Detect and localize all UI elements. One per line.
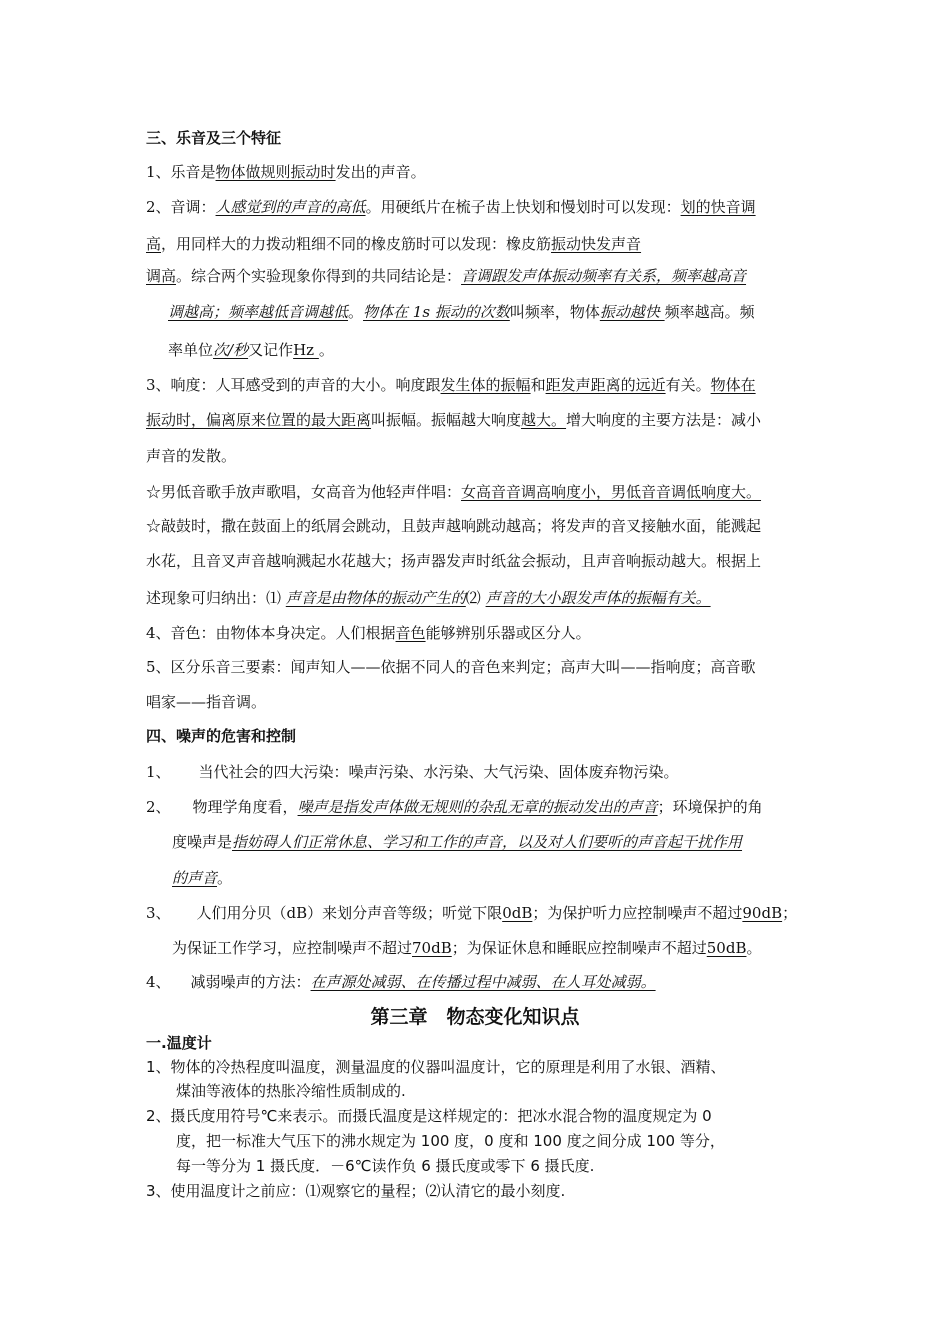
paragraph-5-line-1: ☆敲鼓时，撒在鼓面上的纸屑会跳动，且鼓声越响跳动越高；将发声的音叉接触水面，能溅起 [146,517,762,535]
text: 4、音色：由物体本身决定。人们根据 [146,624,396,642]
answer-underline: 90dB [742,904,783,922]
text: 1、乐音是 [146,163,216,181]
thermo-item-3: 3、使用温度计之前应：⑴观察它的量程；⑵认清它的最小刻度. [146,1182,566,1200]
paragraph-5-line-3 [146,588,711,608]
answer-underline: 高 [146,235,162,253]
text: 叫振幅。振幅越大响度 [371,411,522,429]
subsection-heading-thermometer: 一.温度计 [146,1034,212,1052]
paragraph-2-line-2 [146,234,641,254]
text: 3、响度：人耳感受到的声音的大小。响度跟 [146,376,441,394]
text: 度噪声是 [172,833,233,851]
thermo-item-1-line-2: 煤油等液体的热胀冷缩性质制成的. [176,1082,406,1100]
noise-item-2-line-2 [172,832,742,852]
answer-underline: 振动时，偏离原来位置的最大距离 [146,411,372,429]
answer-underline: 音色 [395,624,426,642]
section-heading-noise: 四、噪声的危害和控制 [146,727,297,745]
paragraph-2-line-5 [168,340,334,360]
paragraph-7-line-2: 唱家——指音调。 [146,693,267,711]
paragraph-5-line-2: 水花，且音叉声音越响溅起水花越大；扬声器发声时纸盆会振动，且声音响振动越大。根据上 [146,552,762,570]
paragraph-3-line-1 [146,375,756,395]
text: ☆男低音歌手放声歌唱，女高音为他轻声伴唱： [146,483,462,501]
answer-underline: 声音的大小跟发声体的振幅有关。 [485,589,711,607]
text: ； [782,904,798,922]
text: 人们用分贝（dB）来划分声音等级；听觉下限 [196,904,503,922]
answer-underline: 发生体的振幅 [440,376,531,394]
text: ，用同样大的力拨动粗细不同的橡皮筋时可以发现：橡皮筋 [161,235,552,253]
answer-underline: 物体在 [710,376,756,394]
answer-underline: 调越高；频率越低音调越低 [168,303,349,321]
text: 率单位 [168,341,214,359]
item-number: 3、 [146,904,171,922]
text: 能够辨别乐器或区分人。 [425,624,591,642]
answer-underline: 距发声距离的远近 [545,376,666,394]
text: 。 [746,939,762,957]
answer-underline: 70dB [412,939,452,957]
text: 叫频率，物体 [509,303,600,321]
answer-underline: 女高音音调高响度小，男低音音调低响度大。 [461,483,762,501]
answer-underline: 调高 [146,267,177,285]
text: 减弱噪声的方法： [190,973,311,991]
text: ⑵ [465,589,486,607]
text: 。 [217,869,233,887]
text: 又记作 [248,341,294,359]
item-number: 4、 [146,973,171,991]
text: 。 [318,341,334,359]
thermo-item-2-line-3: 每一等分为 1 摄氏度．－6℃读作负 6 摄氏度或零下 6 摄氏度. [176,1157,595,1175]
text: 频率越高。频 [664,303,755,321]
section-heading-musical-sound: 三、乐音及三个特征 [146,129,282,147]
answer-underline: 0dB [502,904,533,922]
text: 述现象可归纳出：⑴ [146,589,286,607]
noise-item-3-line-1 [146,903,797,923]
answer-underline: 物体做规则振动时 [215,163,336,181]
answer-underline: 越大。 [521,411,567,429]
text: ；为保护听力应控制噪声不超过 [532,904,743,922]
text: 。 [348,303,364,321]
text: 为保证工作学习，应控制噪声不超过 [172,939,413,957]
paragraph-7-line-1: 5、区分乐音三要素：闻声知人——依据不同人的音色来判定；高声大叫——指响度；高音歌 [146,658,756,676]
text: 物理学角度看， [192,798,298,816]
answer-underline: 噪声是指发声体做无规则的杂乱无章的振动发出的声音 [297,798,658,816]
answer-underline: 在声源处减弱、在传播过程中减弱、在人耳处减弱。 [310,973,656,991]
noise-item-2-line-1 [146,797,763,817]
answer-underline: 指妨碍人们正常休息、学习和工作的声音，以及对人们要听的声音起干扰作用 [232,833,743,851]
text: 和 [530,376,546,394]
item-number: 1、 [146,763,171,781]
text: 增大响度的主要方法是：减小 [566,411,762,429]
text: 。综合两个实验现象你得到的共同结论是： [176,267,462,285]
item-number: 2、 [146,798,171,816]
answer-underline: 人感觉到的声音的高低 [215,198,366,216]
paragraph-2-line-3 [146,266,746,286]
text: 发出的声音。 [335,163,426,181]
answer-underline: 物体在 1s 振动的次数 [363,303,510,321]
answer-underline: 振动快发声音 [551,235,642,253]
text: ；环境保护的角 [657,798,763,816]
noise-item-4 [146,972,656,992]
answer-underline: Hz [293,341,319,359]
text: 。用硬纸片在梳子齿上快划和慢划时可以发现： [365,198,681,216]
paragraph-4 [146,482,761,502]
paragraph-1 [146,162,426,182]
answer-underline: 的声音 [172,869,218,887]
text: 有关。 [665,376,711,394]
noise-item-3-line-2 [172,938,761,958]
answer-underline: 50dB [706,939,747,957]
answer-underline: 次/秒 [213,341,249,359]
noise-item-1 [146,762,679,782]
answer-underline: 声音是由物体的振动产生的 [285,589,466,607]
paragraph-2-line-1 [146,197,756,217]
thermo-item-1-line-1: 1、物体的冷热程度叫温度，测量温度的仪器叫温度计，它的原理是利用了水银、酒精、 [146,1058,726,1076]
text: 当代社会的四大污染：噪声污染、水污染、大气污染、固体废弃物污染。 [198,763,679,781]
paragraph-3-line-3: 声音的发散。 [146,447,237,465]
paragraph-3-line-2 [146,410,761,430]
paragraph-2-line-4 [168,302,755,322]
answer-underline: 振动越快 [599,303,665,321]
answer-underline: 划的快音调 [680,198,756,216]
paragraph-6 [146,623,591,643]
text: ；为保证休息和睡眠应控制噪声不超过 [451,939,707,957]
chapter-title: 第三章 物态变化知识点 [370,1006,580,1028]
answer-underline: 音调跟发声体振动频率有关系，频率越高音 [461,267,747,285]
thermo-item-2-line-1: 2、摄氏度用符号℃来表示。而摄氏温度是这样规定的：把冰水混合物的温度规定为 0 [146,1107,712,1125]
text: 2、音调： [146,198,216,216]
thermo-item-2-line-2: 度，把一标准大气压下的沸水规定为 100 度，0 度和 100 度之间分成 100 等分， [176,1132,725,1150]
noise-item-2-line-3 [172,868,232,888]
